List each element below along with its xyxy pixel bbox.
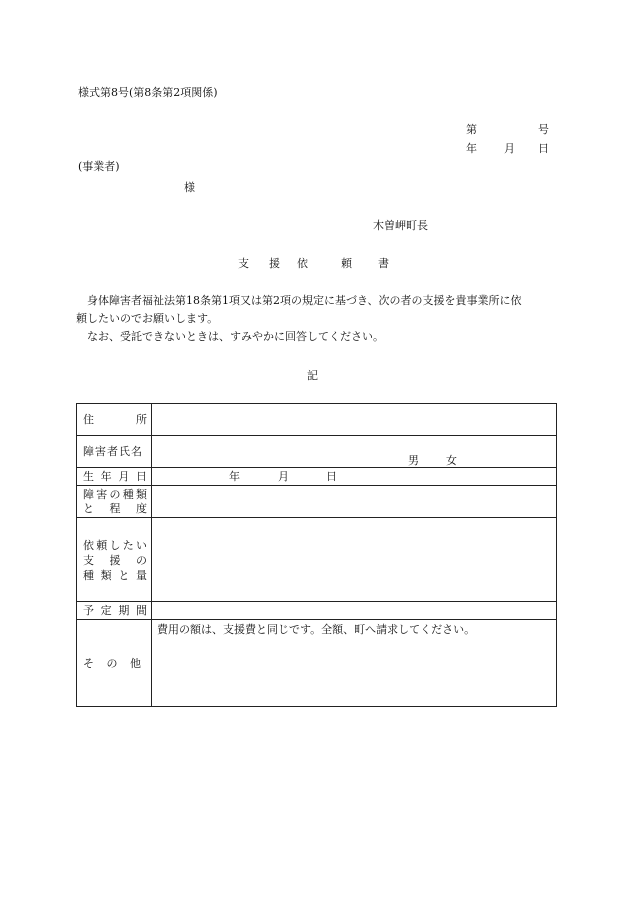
body-line-2: 頼したいのでお願いします。 — [76, 312, 219, 325]
row-birthdate — [77, 468, 557, 486]
title-char: 書 — [378, 257, 389, 270]
addressee-label: (事業者) — [78, 160, 120, 173]
title-char: 頼 — [341, 257, 352, 270]
support-field[interactable] — [152, 518, 557, 602]
request-body — [76, 292, 558, 346]
body-line-1: 身体障害者福祉法第18条第1項又は第2項の規定に基づき、次の者の支援を貴事業所に依 — [87, 294, 522, 307]
number-prefix: 第 — [466, 123, 477, 136]
birth-month: 月 — [278, 470, 289, 483]
number-suffix: 号 — [538, 123, 549, 136]
disability-field[interactable] — [152, 486, 557, 518]
issuer-mayor: 木曽岬町長 — [373, 219, 428, 232]
period-label: 予 定 期 間 — [77, 602, 152, 620]
date-month: 月 — [504, 142, 515, 155]
support-label: 依 頼 し た い 支 援 の 種 類 と 量 — [77, 518, 152, 602]
row-period — [77, 602, 557, 620]
other-note: 費用の額は、支援費と同じです。全額、町へ請求してください。 — [157, 623, 476, 636]
row-address — [77, 404, 557, 436]
date-year: 年 — [466, 142, 477, 155]
gender-female[interactable]: 女 — [446, 454, 457, 467]
birth-year: 年 — [229, 470, 240, 483]
title-char: 支 — [238, 257, 249, 270]
disability-label: 障 害 の 種 類 と 程 度 — [77, 486, 152, 518]
request-form-table — [76, 403, 557, 707]
row-disability — [77, 486, 557, 518]
form-number: 様式第8号(第8条第2項関係) — [78, 86, 218, 99]
row-support — [77, 518, 557, 602]
period-field[interactable] — [152, 602, 557, 620]
gender-male[interactable]: 男 — [408, 454, 419, 467]
other-label: そ の 他 — [77, 620, 152, 707]
title-char: 援 — [269, 257, 280, 270]
other-field[interactable] — [152, 620, 557, 707]
birthdate-label: 生 年 月 日 — [77, 468, 152, 486]
title-char: 依 — [297, 257, 308, 270]
birth-day: 日 — [326, 470, 337, 483]
row-other — [77, 620, 557, 707]
address-field[interactable] — [152, 404, 557, 436]
honorific-sama: 様 — [184, 181, 195, 194]
date-day: 日 — [538, 142, 549, 155]
address-label: 住 所 — [77, 404, 152, 436]
row-name — [77, 436, 557, 468]
name-label: 障害者氏名 — [77, 436, 152, 468]
body-line-3: なお、受託できないときは、すみやかに回答してください。 — [87, 330, 384, 343]
name-field[interactable] — [152, 436, 557, 468]
ki-note-mark: 記 — [307, 369, 318, 382]
birthdate-field[interactable] — [152, 468, 557, 486]
